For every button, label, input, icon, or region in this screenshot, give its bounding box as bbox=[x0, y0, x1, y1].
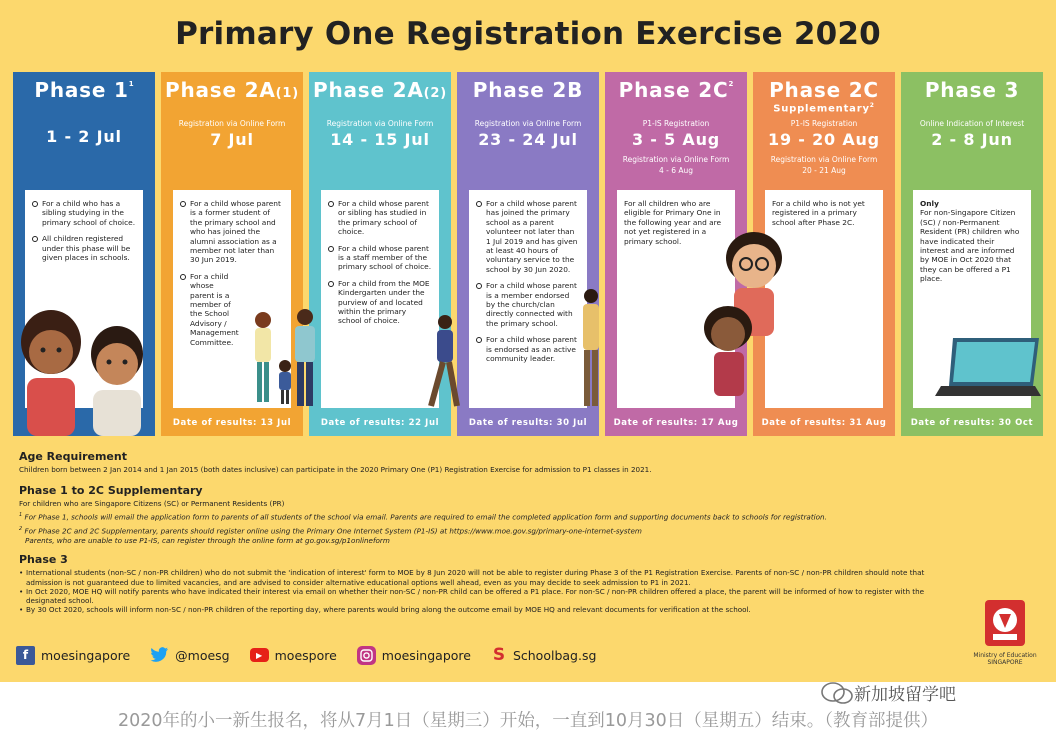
results-date: Date of results: 30 Oct bbox=[910, 418, 1034, 428]
phase-2a1-column bbox=[161, 72, 303, 436]
supplementary-text: For children who are Singapore Citizens (SC) or Permanent Residents (PR) bbox=[19, 498, 285, 508]
phase-date: 3 - 5 Aug bbox=[631, 130, 721, 149]
phase-heading: Phase 2A(2) bbox=[313, 78, 447, 102]
watermark: 新加坡留学吧 bbox=[820, 680, 956, 705]
phase-heading: Phase $1^1$ bbox=[34, 78, 134, 102]
youtube-icon: ▶ bbox=[250, 648, 269, 662]
phase-3-note: • International students (non-SC / non-PR children) who do not submit the 'indication of interest' form to MOE by 8 Jun 2020 will not be able to register during Phase 3 of the P1 Registration Exercise. Parents of non-SC / non-PR children should note that admission is not guaranteed due to limited vacancies, and are advised to consider alternative educational options well ahead, even as you may decide to seek admission to P1 in 2021. bbox=[19, 568, 949, 587]
criteria-text: For a child who is not yet registered in a primary school after Phase 2C. bbox=[772, 199, 865, 227]
results-date: Date of results: 17 Aug bbox=[613, 418, 739, 428]
social-schoolbag[interactable]: S Schoolbag.sg bbox=[492, 645, 597, 665]
phase-subtitle: P1-IS Registration bbox=[790, 119, 858, 128]
criteria-item: For a child whose parent is a member of the School Advisory / Management Committee. bbox=[180, 272, 284, 347]
page-title: Primary One Registration Exercise 2020 bbox=[175, 16, 881, 52]
phase-date: 2 - 8 Jun bbox=[931, 130, 1013, 149]
criteria-item: For a child from the MOE Kindergarten under the purview of and located within the primary school of choice. bbox=[328, 279, 432, 326]
social-bar bbox=[16, 644, 616, 666]
phase-subtitle: Registration via Online Form bbox=[474, 119, 582, 128]
phase-subtitle: Registration via Online Form bbox=[326, 119, 434, 128]
footnote-1: $^1$ For Phase 1, schools will email the application form to parents of all students of the school via email. Parents are required to email the completed application form and supporting documents back to schools for registration. bbox=[19, 512, 827, 522]
moe-logo: Ministry of Education SINGAPORE bbox=[970, 598, 1040, 668]
phase-heading: Phase 2C bbox=[769, 78, 879, 102]
man-illustration bbox=[285, 308, 325, 408]
facebook-icon: f bbox=[16, 646, 35, 665]
criteria-item: For a child whose parent is a staff member of the primary school of choice. bbox=[328, 244, 432, 272]
phase-date: 23 - 24 Jul bbox=[478, 130, 578, 149]
footnote-2: $^2$ For Phase 2C and 2C Supplementary, parents should register online using the Primary One Internet System (P1-IS) at https://www.moe.gov.sg/primary-one-internet-system bbox=[19, 525, 642, 536]
twitter-icon bbox=[150, 646, 169, 665]
social-twitter[interactable]: @moesg bbox=[150, 646, 229, 665]
criteria-text: For non-Singapore Citizen (SC) / non-Permanent Resident (PR) children who have indicated their interest and are informed by MOE in Oct 2020 that they can be offered a P1 place. bbox=[920, 208, 1020, 284]
criteria-item: For a child whose parent is endorsed as an active community leader. bbox=[476, 335, 580, 363]
kids-illustration bbox=[694, 228, 794, 404]
moe-crest-icon bbox=[983, 598, 1027, 648]
social-youtube[interactable]: ▶ moespore bbox=[250, 648, 337, 663]
woman-illustration bbox=[575, 288, 607, 408]
social-facebook[interactable]: f moesingapore bbox=[16, 646, 130, 665]
phase-subtitle: Online Indication of Interest bbox=[919, 119, 1025, 128]
schoolbag-icon: S bbox=[492, 645, 506, 665]
phase-3-heading: Phase 3 bbox=[19, 553, 68, 567]
criteria-item: For a child whose parent is a member endorsed by the church/clan directly connected with the primary school. bbox=[476, 281, 580, 328]
phase-heading: Phase 2B bbox=[472, 78, 584, 102]
footnote-2-continued: Parents, who are unable to use P1-IS, can register through the online form at go.gov.sg/p1onlineform bbox=[25, 535, 390, 545]
phase-date: 14 - 15 Jul bbox=[330, 130, 430, 149]
phase-alt-date: 20 - 21 Aug bbox=[802, 166, 846, 175]
laptop-illustration bbox=[935, 334, 1043, 400]
phase-heading-line2: Supplementary$^2$ bbox=[773, 102, 875, 115]
phase-3-note: • By 30 Oct 2020, schools will inform non-SC / non-PR children of the reporting day, where parents would bring along the outcome email by MOE HQ and relevant documents for verification at the school. bbox=[19, 605, 949, 614]
criteria-item: For a child whose parent or sibling has studied in the primary school of choice. bbox=[328, 199, 432, 237]
phase-subtitle: Registration via Online Form bbox=[178, 119, 286, 128]
results-date: Date of results: 31 Aug bbox=[761, 418, 887, 428]
notes-section bbox=[19, 450, 949, 615]
phase-alt-date: 4 - 6 Aug bbox=[658, 166, 694, 175]
results-date: Date of results: 13 Jul bbox=[172, 418, 292, 428]
wechat-icon bbox=[820, 681, 854, 705]
phase-date: 7 Jul bbox=[210, 130, 254, 149]
phase-date: 1 - 2 Jul bbox=[46, 127, 122, 146]
phase-heading: Phase $2C^2$ bbox=[618, 78, 734, 102]
social-instagram[interactable]: moesingapore bbox=[357, 646, 471, 665]
phase-3-column bbox=[901, 72, 1043, 436]
age-requirement-heading: Age Requirement bbox=[19, 450, 127, 463]
criteria-lead: Only bbox=[920, 199, 939, 208]
results-date: Date of results: 22 Jul bbox=[320, 418, 440, 428]
phase-alt-registration: Registration via Online Form bbox=[770, 155, 878, 164]
results-date: Date of results: 30 Jul bbox=[468, 418, 588, 428]
instagram-icon bbox=[357, 646, 376, 665]
phase-subtitle: P1-IS Registration bbox=[642, 119, 710, 128]
criteria-text: For all children who are eligible for Primary One in the following year and are not yet registered in a primary school. bbox=[624, 199, 722, 246]
phase-3-note: • In Oct 2020, MOE HQ will notify parents who have indicated their interest via email on whether their non-SC / non-PR child can be offered a P1 place. For non-SC / non-PR children offered a place, the parent will be informed of how to register with the designated school. bbox=[19, 587, 949, 606]
phase-heading: Phase 3 bbox=[924, 78, 1020, 102]
caption: 2020年的小一新生报名，将从7月1日（星期三）开始，一直到10月30日（星期五）结束。（教育部提供） bbox=[117, 711, 939, 731]
phase-alt-registration: Registration via Online Form bbox=[622, 155, 730, 164]
phase-card bbox=[469, 190, 587, 408]
criteria-item: All children registered under this phase will be given places in schools. bbox=[32, 234, 136, 262]
walking-man-illustration bbox=[421, 314, 467, 408]
age-requirement-text: Children born between 2 Jan 2014 and 1 Jan 2015 (both dates inclusive) can participate in the 2020 Primary One (P1) Registration Exercise for admission to P1 classes in 2021. bbox=[19, 465, 652, 474]
children-illustration bbox=[13, 304, 155, 436]
criteria-item: For a child whose parent is a former student of the primary school and who has joined the alumni association as a member not later than 30 Jun 2019. bbox=[180, 199, 284, 265]
phase-1-column bbox=[13, 72, 155, 436]
phase-heading: Phase 2A(1) bbox=[165, 78, 299, 102]
phase-date: 19 - 20 Aug bbox=[768, 130, 880, 149]
phase-2b-column bbox=[457, 72, 599, 436]
criteria-item: For a child whose parent has joined the primary school as a parent volunteer not later than 1 Jul 2019 and has given at least 40 hours of voluntary service to the school by 30 Jun 2020. bbox=[476, 199, 580, 274]
supplementary-heading: Phase 1 to 2C Supplementary bbox=[19, 483, 203, 497]
criteria-item: For a child who has a sibling studying in the primary school of choice. bbox=[32, 199, 136, 227]
